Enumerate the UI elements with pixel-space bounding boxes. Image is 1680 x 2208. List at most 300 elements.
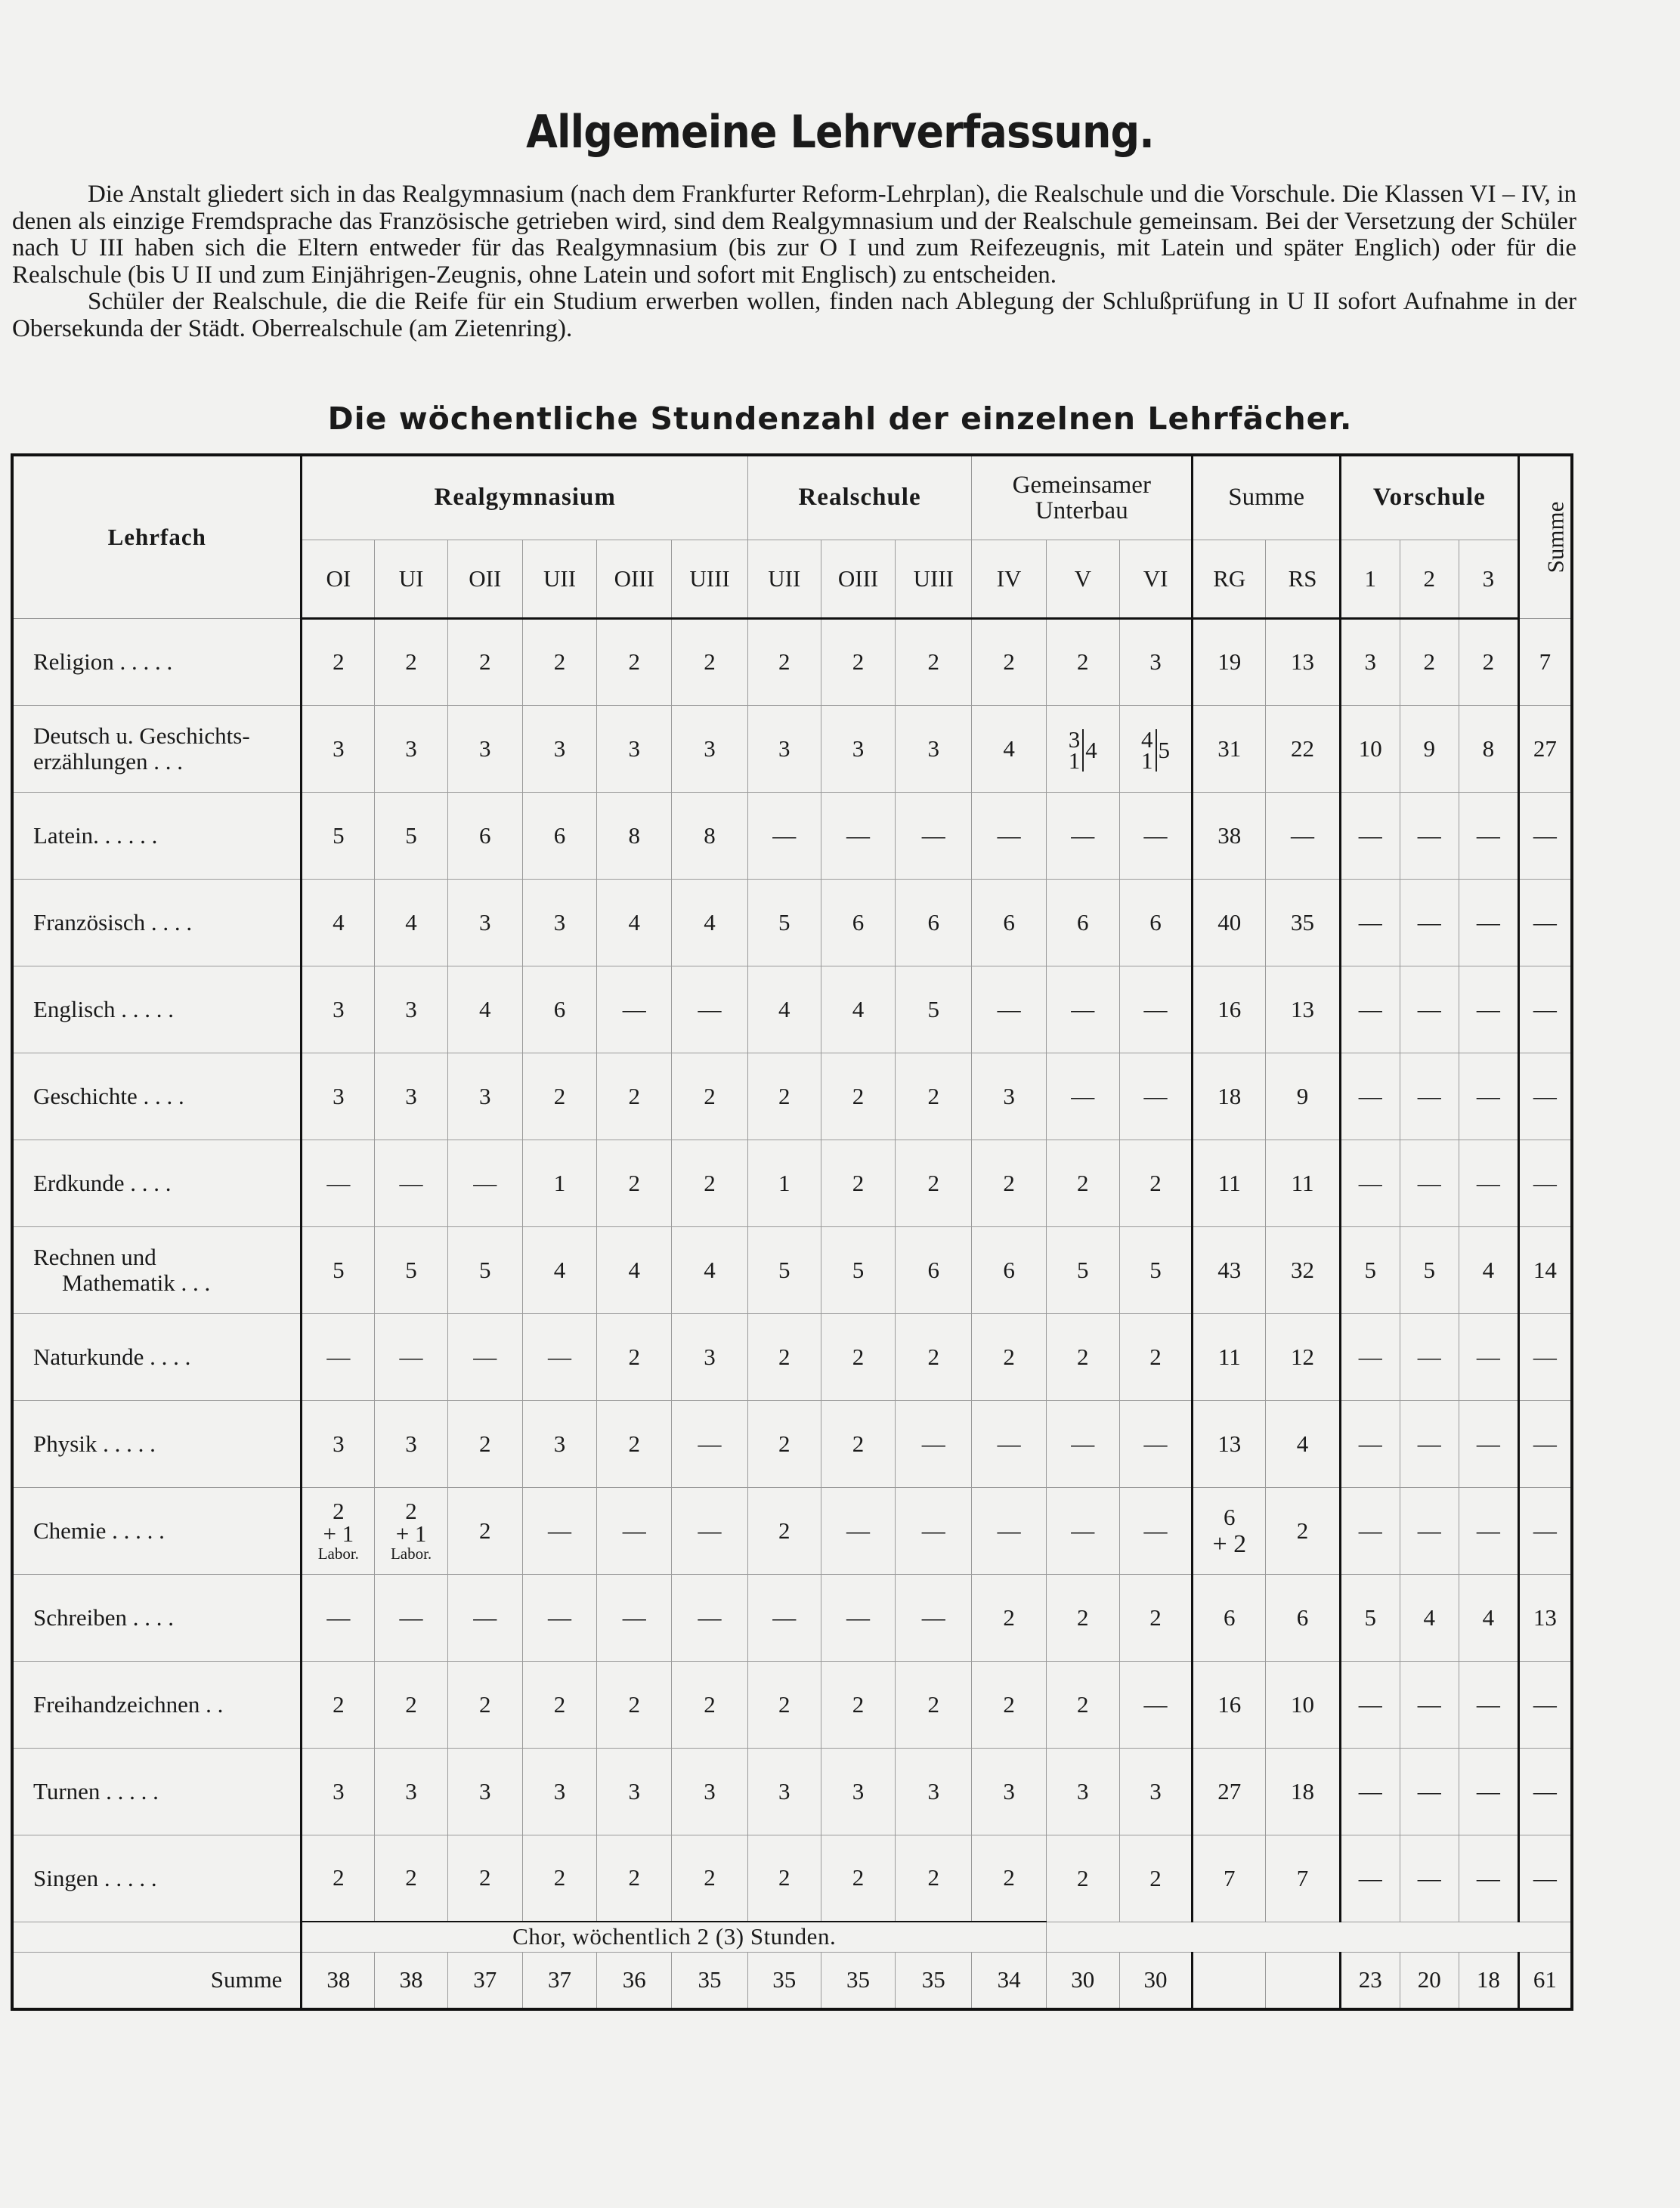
- value-cell: 2: [522, 1661, 597, 1748]
- value-cell: 6: [972, 879, 1047, 966]
- value-cell: —: [1459, 1487, 1519, 1574]
- value-cell: 2: [597, 1140, 672, 1226]
- total-cell: 35: [821, 1952, 896, 2009]
- value-cell: 2 + 1 Labor.: [302, 1487, 375, 1574]
- value-cell: —: [1119, 792, 1193, 879]
- value-cell: 6: [1046, 879, 1119, 966]
- value-cell: 3: [375, 966, 448, 1053]
- value-cell: 4: [375, 879, 448, 966]
- value-cell: 2: [672, 1661, 748, 1748]
- subject-cell: Singen . . . . .: [12, 1835, 302, 1922]
- value-cell: 2: [821, 1400, 896, 1487]
- value-cell: 2: [302, 1835, 375, 1922]
- value-cell: 2: [597, 1313, 672, 1400]
- header-lehrfach: Lehrfach: [12, 455, 302, 618]
- value-cell: 3: [597, 705, 672, 792]
- value-cell: 4: [972, 705, 1047, 792]
- value-cell: —: [447, 1313, 522, 1400]
- value-cell: 2: [896, 1661, 972, 1748]
- value-cell: 2: [597, 1835, 672, 1922]
- value-cell: 6 + 2: [1193, 1487, 1266, 1574]
- value-cell: 2: [747, 618, 821, 705]
- table-row: [12, 705, 1572, 792]
- value-cell: —: [1518, 966, 1572, 1053]
- value-cell: —: [597, 1487, 672, 1574]
- value-cell: 13: [1193, 1400, 1266, 1487]
- value-cell: 18: [1193, 1053, 1266, 1140]
- value-cell: 4: [447, 966, 522, 1053]
- value-cell: 3: [522, 705, 597, 792]
- value-cell: 6: [896, 1226, 972, 1313]
- value-cell: 43: [1193, 1226, 1266, 1313]
- value-cell: 3: [375, 1400, 448, 1487]
- value-cell: 4: [1266, 1400, 1341, 1487]
- value-cell: 5: [821, 1226, 896, 1313]
- value-cell: —: [375, 1313, 448, 1400]
- value-cell: 8: [1459, 705, 1519, 792]
- total-cell: 18: [1459, 1952, 1519, 2009]
- value-cell: 2: [1119, 1140, 1193, 1226]
- value-cell: 2: [1119, 1313, 1193, 1400]
- value-cell: 16: [1193, 1661, 1266, 1748]
- value-cell: —: [302, 1313, 375, 1400]
- total-cell: 38: [375, 1952, 448, 2009]
- value-cell: 2: [896, 1140, 972, 1226]
- value-cell: 6: [821, 879, 896, 966]
- value-cell: —: [1518, 1140, 1572, 1226]
- header-realgymnasium: Realgymnasium: [302, 455, 747, 540]
- value-cell: 5: [1340, 1574, 1400, 1661]
- value-cell: 5: [1340, 1226, 1400, 1313]
- empty-cell: [1046, 1922, 1572, 1952]
- value-cell: —: [972, 1400, 1047, 1487]
- value-cell: 2: [375, 618, 448, 705]
- value-cell: —: [1459, 1400, 1519, 1487]
- value-cell: —: [1518, 1835, 1572, 1922]
- empty-cell: [12, 1922, 302, 1952]
- value-cell: 3: [972, 1053, 1047, 1140]
- value-cell: 4 1 5: [1119, 705, 1193, 792]
- value-cell: 2 + 1 Labor.: [375, 1487, 448, 1574]
- value-cell: 3: [896, 1748, 972, 1835]
- total-cell: 36: [597, 1952, 672, 2009]
- value-cell: 2: [1459, 618, 1519, 705]
- subject-cell: Französisch . . . .: [12, 879, 302, 966]
- value-cell: 4: [522, 1226, 597, 1313]
- value-cell: 6: [1119, 879, 1193, 966]
- value-cell: 2: [1046, 618, 1119, 705]
- total-cell: 35: [672, 1952, 748, 2009]
- column-header-oi-0: OI: [302, 540, 375, 618]
- value-cell: 4: [1459, 1574, 1519, 1661]
- value-cell: —: [1518, 1053, 1572, 1140]
- value-cell: 7: [1518, 618, 1572, 705]
- value-cell: —: [1119, 1487, 1193, 1574]
- value-cell: —: [1518, 879, 1572, 966]
- table-title: Die wöchentliche Stundenzahl der einzelnen Lehrfächer.: [327, 400, 1353, 437]
- value-cell: —: [972, 792, 1047, 879]
- subject-cell: Physik . . . . .: [12, 1400, 302, 1487]
- header-vorschule: Vorschule: [1340, 455, 1518, 540]
- value-cell: 10: [1266, 1661, 1341, 1748]
- value-cell: —: [1266, 792, 1341, 879]
- value-cell: 2: [1119, 1835, 1193, 1922]
- total-label: Summe: [12, 1952, 302, 2009]
- table-row: [12, 792, 1572, 879]
- value-cell: 2: [1046, 1661, 1119, 1748]
- value-cell: —: [972, 1487, 1047, 1574]
- value-cell: 5: [896, 966, 972, 1053]
- value-cell: 2: [447, 618, 522, 705]
- table-row: [12, 1313, 1572, 1400]
- value-cell: —: [1119, 1661, 1193, 1748]
- column-header-uii-3: UII: [522, 540, 597, 618]
- value-cell: 14: [1518, 1226, 1572, 1313]
- column-header-uii-6: UII: [747, 540, 821, 618]
- value-cell: 1: [747, 1140, 821, 1226]
- value-cell: —: [447, 1574, 522, 1661]
- table-row: [12, 1140, 1572, 1226]
- value-cell: 4: [672, 879, 748, 966]
- column-header-1-14: 1: [1340, 540, 1400, 618]
- value-cell: 5: [1400, 1226, 1459, 1313]
- value-cell: 6: [522, 966, 597, 1053]
- value-cell: 2: [597, 618, 672, 705]
- table-row: [12, 1661, 1572, 1748]
- value-cell: 3: [1340, 618, 1400, 705]
- value-cell: 8: [672, 792, 748, 879]
- header-summe-vertical: Summe: [1518, 455, 1572, 618]
- value-cell: 3: [522, 1400, 597, 1487]
- value-cell: 5: [747, 879, 821, 966]
- value-cell: —: [1119, 966, 1193, 1053]
- subject-cell: Geschichte . . . .: [12, 1053, 302, 1140]
- value-cell: —: [896, 1487, 972, 1574]
- value-cell: 3: [821, 1748, 896, 1835]
- value-cell: —: [1119, 1400, 1193, 1487]
- value-cell: 3: [375, 1748, 448, 1835]
- value-cell: 6: [972, 1226, 1047, 1313]
- value-cell: —: [1046, 1487, 1119, 1574]
- value-cell: —: [1340, 1835, 1400, 1922]
- value-cell: 5: [747, 1226, 821, 1313]
- value-cell: —: [1340, 879, 1400, 966]
- value-cell: —: [522, 1487, 597, 1574]
- value-cell: 2: [1266, 1487, 1341, 1574]
- value-cell: 13: [1266, 618, 1341, 705]
- value-cell: 2: [597, 1661, 672, 1748]
- table-row: [12, 1835, 1572, 1922]
- value-cell: 32: [1266, 1226, 1341, 1313]
- value-cell: 9: [1266, 1053, 1341, 1140]
- value-cell: 3: [302, 1053, 375, 1140]
- value-cell: 35: [1266, 879, 1341, 966]
- total-cell: [1193, 1952, 1266, 2009]
- value-cell: 3: [972, 1748, 1047, 1835]
- value-cell: 4: [1400, 1574, 1459, 1661]
- value-cell: 1: [522, 1140, 597, 1226]
- value-cell: —: [1119, 1053, 1193, 1140]
- value-cell: 6: [896, 879, 972, 966]
- value-cell: 2: [896, 1313, 972, 1400]
- value-cell: 9: [1400, 705, 1459, 792]
- column-header-3-16: 3: [1459, 540, 1519, 618]
- value-cell: 13: [1266, 966, 1341, 1053]
- value-cell: 2: [821, 1313, 896, 1400]
- value-cell: —: [672, 966, 748, 1053]
- value-cell: 2: [821, 618, 896, 705]
- subject-cell: Religion . . . . .: [12, 618, 302, 705]
- value-cell: 6: [522, 792, 597, 879]
- value-cell: 3: [447, 705, 522, 792]
- value-cell: 2: [1400, 618, 1459, 705]
- value-cell: 3: [302, 1400, 375, 1487]
- value-cell: 4: [672, 1226, 748, 1313]
- value-cell: —: [597, 966, 672, 1053]
- column-header-rg-12: RG: [1193, 540, 1266, 618]
- value-cell: 4: [747, 966, 821, 1053]
- value-cell: —: [1400, 966, 1459, 1053]
- value-cell: —: [821, 792, 896, 879]
- intro-paragraph-2: Schüler der Realschule, die die Reife für ein Studium erwerben wollen, finden nach Ablegung der Schlußprüfung in U II sofort Aufnahme in der Obersekunda der Städt. Oberrealschule (am Zietenring).: [12, 288, 1576, 342]
- value-cell: 3: [447, 1748, 522, 1835]
- value-cell: 2: [896, 1835, 972, 1922]
- intro-paragraph-1: Die Anstalt gliedert sich in das Realgymnasium (nach dem Frankfurter Reform-Lehrplan), die Realschule und die Vorschule. Die Klassen VI – IV, in denen als einzige Fremdsprache das Französische getrieben wird, sind dem Realgymnasium und der Realschule gemeinsam. Bei der Versetzung der Schüler nach U III haben sich die Eltern entweder für das Realgymnasium (bis zur O I und zum Reifezeugnis, mit Latein und später Englich) oder für die Realschule (bis U II und zum Einjährigen-Zeugnis, ohne Latein und sofort mit Englisch) zu entscheiden.: [12, 181, 1576, 289]
- value-cell: 3: [747, 1748, 821, 1835]
- column-header-2-15: 2: [1400, 540, 1459, 618]
- value-cell: —: [1459, 966, 1519, 1053]
- total-cell: [1266, 1952, 1341, 2009]
- value-cell: 5: [302, 792, 375, 879]
- value-cell: —: [1459, 1661, 1519, 1748]
- column-header-rs-13: RS: [1266, 540, 1341, 618]
- value-cell: 2: [747, 1487, 821, 1574]
- value-cell: 3: [672, 1313, 748, 1400]
- value-cell: —: [1046, 792, 1119, 879]
- value-cell: —: [522, 1313, 597, 1400]
- value-cell: —: [1340, 1661, 1400, 1748]
- value-cell: —: [747, 1574, 821, 1661]
- value-cell: 5: [1119, 1226, 1193, 1313]
- value-cell: 2: [821, 1140, 896, 1226]
- value-cell: 2: [375, 1835, 448, 1922]
- value-cell: —: [1046, 1053, 1119, 1140]
- value-cell: —: [1518, 1487, 1572, 1574]
- value-cell: —: [1340, 1748, 1400, 1835]
- table-row: [12, 966, 1572, 1053]
- column-header-uiii-8: UIII: [896, 540, 972, 618]
- subject-cell: Englisch . . . . .: [12, 966, 302, 1053]
- value-cell: —: [302, 1574, 375, 1661]
- value-cell: 2: [972, 1835, 1047, 1922]
- value-cell: 8: [597, 792, 672, 879]
- header-summe: Summe: [1193, 455, 1340, 540]
- value-cell: 2: [972, 1140, 1047, 1226]
- value-cell: 11: [1266, 1140, 1341, 1226]
- value-cell: 2: [597, 1053, 672, 1140]
- value-cell: 2: [1046, 1835, 1119, 1922]
- value-cell: 38: [1193, 792, 1266, 879]
- value-cell: 7: [1266, 1835, 1341, 1922]
- value-cell: 2: [672, 1053, 748, 1140]
- value-cell: 4: [597, 1226, 672, 1313]
- value-cell: —: [672, 1574, 748, 1661]
- value-cell: 2: [896, 1053, 972, 1140]
- table-row: [12, 1226, 1572, 1313]
- value-cell: —: [821, 1574, 896, 1661]
- value-cell: —: [1518, 1748, 1572, 1835]
- value-cell: —: [1340, 1313, 1400, 1400]
- value-cell: 6: [1193, 1574, 1266, 1661]
- subject-cell: Turnen . . . . .: [12, 1748, 302, 1835]
- value-cell: 3: [672, 1748, 748, 1835]
- value-cell: —: [896, 1574, 972, 1661]
- value-cell: 2: [747, 1661, 821, 1748]
- value-cell: —: [1459, 1748, 1519, 1835]
- value-cell: 2: [447, 1835, 522, 1922]
- table-row: [12, 1053, 1572, 1140]
- value-cell: —: [1459, 1835, 1519, 1922]
- value-cell: 2: [672, 1835, 748, 1922]
- value-cell: 2: [447, 1661, 522, 1748]
- value-cell: —: [672, 1487, 748, 1574]
- value-cell: —: [597, 1574, 672, 1661]
- total-cell: 61: [1518, 1952, 1572, 2009]
- value-cell: —: [1518, 792, 1572, 879]
- value-cell: —: [1340, 792, 1400, 879]
- value-cell: 16: [1193, 966, 1266, 1053]
- value-cell: 11: [1193, 1140, 1266, 1226]
- value-cell: —: [1518, 1313, 1572, 1400]
- value-cell: —: [1046, 966, 1119, 1053]
- value-cell: 3: [447, 879, 522, 966]
- value-cell: 2: [896, 618, 972, 705]
- value-cell: 6: [447, 792, 522, 879]
- value-cell: 19: [1193, 618, 1266, 705]
- value-cell: —: [1518, 1400, 1572, 1487]
- table-row: [12, 1487, 1572, 1574]
- total-cell: 37: [447, 1952, 522, 2009]
- value-cell: 12: [1266, 1313, 1341, 1400]
- value-cell: 3: [447, 1053, 522, 1140]
- page-title: Allgemeine Lehrverfassung.: [526, 106, 1154, 159]
- table-row: [12, 879, 1572, 966]
- value-cell: 2: [1046, 1140, 1119, 1226]
- value-cell: 3: [1119, 618, 1193, 705]
- value-cell: 2: [522, 618, 597, 705]
- table-row: [12, 1574, 1572, 1661]
- total-cell: 30: [1119, 1952, 1193, 2009]
- value-cell: —: [1459, 792, 1519, 879]
- total-cell: 34: [972, 1952, 1047, 2009]
- value-cell: 4: [821, 966, 896, 1053]
- value-cell: 4: [302, 879, 375, 966]
- value-cell: —: [1400, 1140, 1459, 1226]
- value-cell: 2: [821, 1661, 896, 1748]
- value-cell: 5: [447, 1226, 522, 1313]
- value-cell: —: [747, 792, 821, 879]
- value-cell: 2: [1046, 1574, 1119, 1661]
- value-cell: 18: [1266, 1748, 1341, 1835]
- value-cell: 2: [747, 1313, 821, 1400]
- value-cell: 2: [747, 1400, 821, 1487]
- column-header-uiii-5: UIII: [672, 540, 748, 618]
- value-cell: —: [1400, 1835, 1459, 1922]
- value-cell: 3: [302, 1748, 375, 1835]
- value-cell: —: [1400, 792, 1459, 879]
- subject-cell: Naturkunde . . . .: [12, 1313, 302, 1400]
- value-cell: 2: [672, 1140, 748, 1226]
- value-cell: —: [1459, 1140, 1519, 1226]
- column-header-oiii-7: OIII: [821, 540, 896, 618]
- table-row: [12, 1400, 1572, 1487]
- value-cell: 3: [522, 1748, 597, 1835]
- value-cell: 2: [1119, 1574, 1193, 1661]
- value-cell: —: [375, 1574, 448, 1661]
- header-realschule: Realschule: [747, 455, 971, 540]
- column-header-oii-2: OII: [447, 540, 522, 618]
- chor-row: [12, 1922, 1572, 1952]
- column-header-oiii-4: OIII: [597, 540, 672, 618]
- total-cell: 38: [302, 1952, 375, 2009]
- value-cell: —: [972, 966, 1047, 1053]
- value-cell: 2: [302, 618, 375, 705]
- value-cell: 5: [375, 792, 448, 879]
- value-cell: 2: [522, 1835, 597, 1922]
- value-cell: —: [1340, 1053, 1400, 1140]
- column-header-v-10: V: [1046, 540, 1119, 618]
- value-cell: —: [447, 1140, 522, 1226]
- subject-cell: Erdkunde . . . .: [12, 1140, 302, 1226]
- value-cell: 27: [1193, 1748, 1266, 1835]
- value-cell: 2: [972, 1661, 1047, 1748]
- value-cell: —: [1400, 1661, 1459, 1748]
- value-cell: 5: [1046, 1226, 1119, 1313]
- value-cell: 2: [972, 1313, 1047, 1400]
- total-cell: 37: [522, 1952, 597, 2009]
- value-cell: —: [896, 1400, 972, 1487]
- value-cell: 22: [1266, 705, 1341, 792]
- value-cell: 3: [597, 1748, 672, 1835]
- value-cell: 2: [375, 1661, 448, 1748]
- value-cell: —: [522, 1574, 597, 1661]
- value-cell: 3 1 4: [1046, 705, 1119, 792]
- value-cell: 40: [1193, 879, 1266, 966]
- value-cell: —: [1400, 1400, 1459, 1487]
- value-cell: 5: [375, 1226, 448, 1313]
- value-cell: 2: [747, 1053, 821, 1140]
- value-cell: —: [302, 1140, 375, 1226]
- value-cell: 2: [522, 1053, 597, 1140]
- value-cell: 3: [302, 705, 375, 792]
- value-cell: 11: [1193, 1313, 1266, 1400]
- value-cell: —: [1340, 1400, 1400, 1487]
- value-cell: 3: [302, 966, 375, 1053]
- value-cell: —: [1459, 1053, 1519, 1140]
- header-unterbau: Gemeinsamer Unterbau: [972, 455, 1193, 540]
- subject-cell: Latein. . . . . .: [12, 792, 302, 879]
- value-cell: 2: [1046, 1313, 1119, 1400]
- total-row: [12, 1952, 1572, 2009]
- column-header-iv-9: IV: [972, 540, 1047, 618]
- value-cell: —: [1400, 879, 1459, 966]
- total-cell: 35: [896, 1952, 972, 2009]
- subject-cell: Rechnen und Mathematik . . .: [12, 1226, 302, 1313]
- value-cell: 7: [1193, 1835, 1266, 1922]
- value-cell: —: [1459, 879, 1519, 966]
- value-cell: 3: [375, 1053, 448, 1140]
- value-cell: 2: [821, 1835, 896, 1922]
